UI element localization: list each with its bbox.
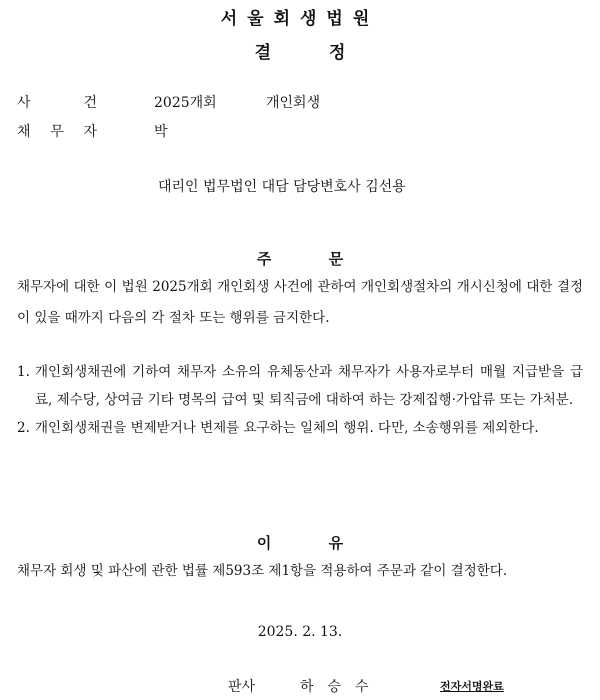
debtor-label-char: 무 <box>50 124 64 140</box>
decision-date: 2025. 2. 13. <box>257 624 343 640</box>
order-item <box>17 414 583 442</box>
case-type: 개인회생 <box>266 95 321 111</box>
case-number: 2025개회 <box>154 95 217 111</box>
court-name: 서울회생법원 <box>220 9 380 29</box>
order-item-number: 1. <box>17 364 30 380</box>
debtor-name: 박 <box>154 124 168 140</box>
case-label <box>17 92 97 112</box>
order-intro: 채무자에 대한 이 법원 2025개회 개인회생 사건에 관하여 개인회생절차의 개시신청에 대한 결정이 있을 때까지 다음의 각 절차 또는 행위를 금지한다. <box>17 279 583 326</box>
case-label-char: 사 <box>17 95 31 111</box>
judge-role: 판사 <box>228 679 256 695</box>
order-item-number: 2. <box>17 420 30 436</box>
order-items-list <box>17 358 583 442</box>
order-item-text: 개인회생채권에 기하여 채무자 소유의 유체동산과 채무자가 사용자로부터 매월 지급받을 급료, 제수당, 상여금 기타 명목의 급여 및 퇴직금에 대하여 하는 강제집행·가압류 또는 가처분. <box>35 364 583 408</box>
case-label-char: 건 <box>83 95 97 111</box>
debtor-label <box>17 121 97 141</box>
order-item <box>17 358 583 414</box>
document-title: 결 정 <box>254 43 346 63</box>
order-item-text: 개인회생채권을 변제받거나 변제를 요구하는 일체의 행위. 다만, 소송행위를 제외한다. <box>35 420 539 436</box>
reason-title: 이 유 <box>256 534 344 552</box>
electronic-signature-mark: 전자서명완료 <box>440 680 504 693</box>
debtor-label-char: 자 <box>83 124 97 140</box>
reason-text: 채무자 회생 및 파산에 관한 법률 제593조 제1항을 적용하여 주문과 같이 결정한다. <box>17 563 508 579</box>
legal-representative: 대리인 법무법인 대담 담당변호사 김선용 <box>158 179 406 195</box>
debtor-label-char: 채 <box>17 124 31 140</box>
order-title: 주 문 <box>256 250 344 268</box>
judge-name: 하승수 <box>300 679 383 695</box>
